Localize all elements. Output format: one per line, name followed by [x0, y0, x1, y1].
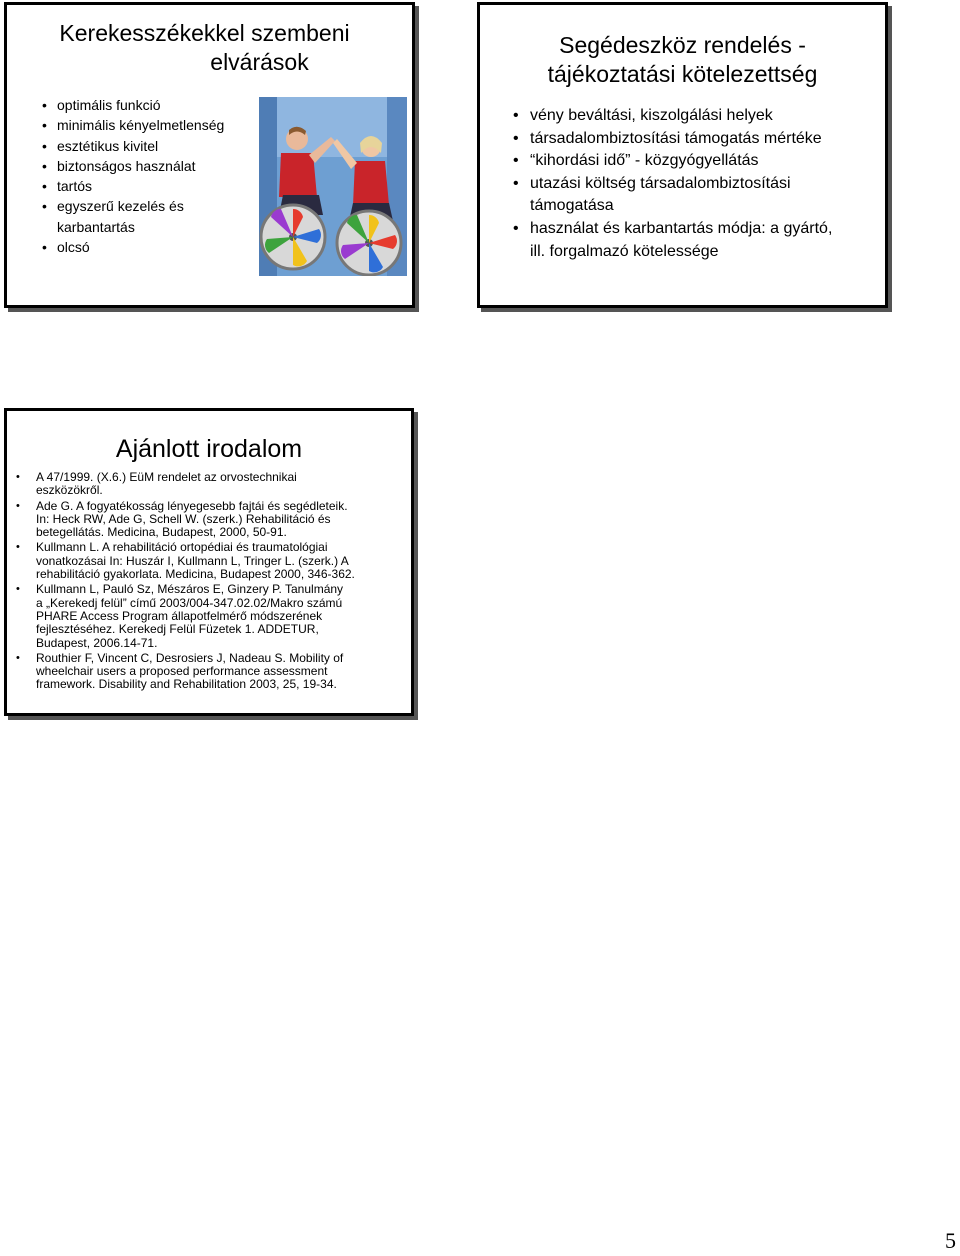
list-item: • biztonságos használat: [57, 156, 257, 176]
page-number: 5: [945, 1228, 956, 1253]
title-line-1: Segédeszköz rendelés -: [559, 32, 806, 58]
reference-line: rehabilitáció gyakorlata. Medicina, Budapest 2000, 346-362.: [36, 567, 355, 582]
slide-ordering-information: [477, 2, 888, 308]
reference-line: • A 47/1999. (X.6.) EüM rendelet az orvostechnikai: [36, 470, 297, 484]
slide-title: Ajánlott irodalom: [115, 435, 303, 463]
information-list: [530, 105, 840, 263]
list-item: • társadalombiztosítási támogatás mértéke: [530, 128, 840, 151]
title-line-2: elvárások: [210, 49, 309, 75]
reference-line: wheelchair users a proposed performance assessment: [36, 664, 328, 679]
list-item: • utazási költség társadalombiztosítási támogatása: [530, 173, 840, 218]
reference-line: a „Kerekedj felül” című 2003/004-347.02.02/Makro számú: [36, 595, 343, 610]
reference-item: [36, 500, 406, 540]
expectations-list: [57, 95, 257, 257]
reference-line: • Ade G. A fogyatékosság lényegesebb fajtái és segédleteik.: [36, 498, 348, 513]
reference-item: [36, 471, 406, 498]
reference-line: In: Heck RW, Ade G, Schell W. (szerk.) Rehabilitáció és: [36, 511, 331, 526]
slide-recommended-literature: [4, 408, 414, 716]
title-line-1: Kerekesszékekkel szembeni: [59, 20, 350, 46]
slide-title: [480, 31, 885, 89]
reference-item: [36, 541, 406, 581]
list-item: • egyszerű kezelés és karbantartás: [57, 196, 257, 237]
list-item: • vény beváltási, kiszolgálási helyek: [530, 105, 840, 128]
reference-line: eszközökről.: [36, 483, 103, 498]
reference-item: [36, 652, 406, 692]
reference-item: [36, 583, 406, 649]
list-item: • optimális funkció: [57, 95, 257, 115]
slide-wheelchair-expectations: [4, 2, 415, 308]
list-item: • “kihordási idő” - közgyógyellátás: [530, 150, 840, 173]
list-item: • olcsó: [57, 237, 257, 257]
reference-line: • Kullmann L, Pauló Sz, Mészáros E, Ginzery P. Tanulmány: [36, 582, 344, 597]
reference-line: PHARE Access Program állapotfelmérő módszerének: [36, 608, 323, 623]
reference-line: • Kullmann L. A rehabilitáció ortopédiai és traumatológiai: [36, 540, 328, 555]
reference-line: vonatkozásai In: Huszár I, Kullmann L, Tringer L. (szerk.) A: [36, 553, 349, 568]
list-item: • esztétikus kivitel: [57, 136, 257, 156]
list-item: • használat és karbantartás módja: a gyártó, ill. forgalmazó kötelessége: [530, 218, 840, 263]
reference-line: betegellátás. Medicina, Budapest, 2000, 50-91.: [36, 525, 287, 540]
reference-line: fejlesztéséhez. Kerekedj Felül Füzetek 1. ADDETUR,: [36, 622, 319, 637]
reference-line: Budapest, 2006.14-71.: [36, 635, 158, 650]
title-line-2: tájékoztatási kötelezettség: [547, 61, 818, 87]
references-list: [36, 471, 406, 694]
list-item: • tartós: [57, 176, 257, 196]
reference-line: framework. Disability and Rehabilitation 2003, 25, 19-34.: [36, 677, 337, 692]
list-item: • minimális kényelmetlenség: [57, 115, 257, 135]
wheelchair-users-photo: [259, 97, 407, 276]
slide-title: [7, 19, 412, 77]
reference-line: • Routhier F, Vincent C, Desrosiers J, Nadeau S. Mobility of: [36, 650, 344, 665]
